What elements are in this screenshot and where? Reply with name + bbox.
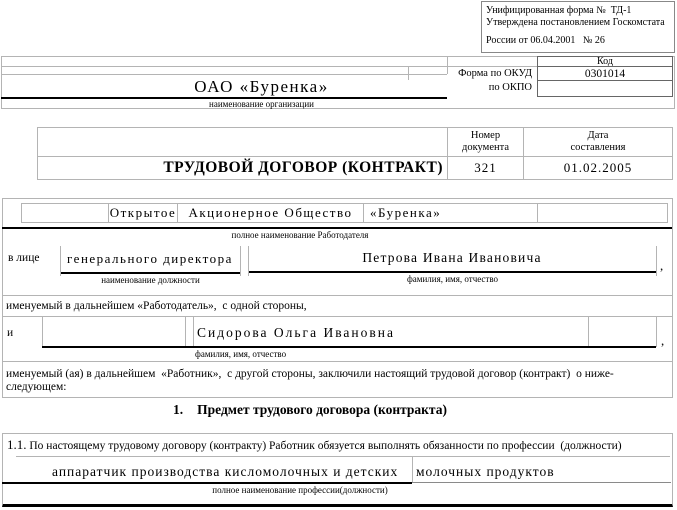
employee-hereinafter-line2: следующем: (6, 381, 67, 393)
form-type-line3: России от 06.04.2001 № 26 (486, 35, 605, 46)
employer-hereinafter-text: именуемый в дальнейшем «Работодатель», с одной стороны, (6, 300, 307, 312)
code-column-header: Код (597, 56, 613, 67)
section-heading (0, 402, 620, 418)
grid-line (2, 316, 672, 317)
organization-name[interactable]: ОАО «Буренка» (194, 77, 329, 96)
okud-label: Форма по ОКУД (458, 68, 532, 79)
employer-name-empty-cell2[interactable] (537, 204, 667, 222)
grid-line (193, 317, 194, 347)
form-type-line2: Утверждена постановлением Госкомстата (486, 16, 665, 28)
clause-text: По настоящему трудовому договору (контракту) Работник обязуется выполнять обязанности по профессии (должности) (29, 440, 622, 452)
okpo-label: по ОКПО (488, 82, 532, 93)
grid-line (656, 246, 657, 276)
fill-line (42, 346, 656, 348)
position-caption: наименование должности (101, 275, 200, 285)
clause-number: 1.1. (7, 437, 27, 452)
section-number: 1. (173, 402, 184, 417)
employer-position[interactable]: генерального директора (67, 251, 233, 266)
grid-line (38, 156, 447, 157)
profession-value-part1[interactable]: аппаратчик производства кисломолочных и детских (52, 464, 399, 479)
date-header-line2: составления (570, 142, 626, 153)
profession-caption: полное наименование профессии(должности) (212, 485, 388, 495)
profession-value-part2[interactable]: молочных продуктов (416, 464, 555, 479)
fill-line (249, 271, 656, 273)
employee-name[interactable]: Сидорова Ольга Ивановна (197, 325, 395, 340)
date-header-line1: Дата (587, 130, 609, 141)
representative-fio-caption: фамилия, имя, отчество (406, 274, 499, 284)
okud-code-value: 0301014 (584, 68, 626, 80)
employee-hereinafter-text (6, 368, 670, 394)
document-title: ТРУДОВОЙ ДОГОВОР (КОНТРАКТ) (163, 159, 443, 176)
employer-name-part1[interactable]: Открытое (109, 205, 177, 220)
employer-name-part2[interactable]: Акционерное Общество (177, 204, 363, 222)
fill-line (412, 482, 671, 483)
grid-line (240, 246, 241, 276)
grid-line (412, 456, 413, 482)
employer-name-caption: полное наименование Работодателя (231, 230, 369, 240)
clause-1-1 (7, 438, 622, 453)
document-date-cell[interactable] (523, 156, 673, 180)
grid-line (656, 317, 657, 347)
grid-line (42, 317, 43, 347)
and-label: и (7, 327, 14, 339)
employer-name-part3[interactable]: «Буренка» (363, 204, 537, 222)
employer-name-empty-cell[interactable] (22, 204, 108, 222)
date-header-cell (523, 127, 673, 157)
comma-mark: , (660, 258, 664, 273)
employer-representative[interactable]: Петрова Ивана Ивановича (362, 250, 542, 265)
okud-code-cell (537, 66, 673, 81)
fill-line (2, 227, 672, 229)
employer-name-field (21, 203, 668, 223)
grid-line (2, 66, 537, 67)
form-type-line1: Унифицированная форма № ТД-1 (486, 5, 632, 16)
grid-line (2, 295, 672, 296)
number-header-cell (447, 127, 524, 157)
okpo-code-cell[interactable] (537, 80, 673, 97)
number-header-line2: документа (462, 142, 509, 153)
fill-line (61, 272, 240, 274)
grid-line (185, 317, 186, 347)
grid-line (16, 456, 670, 457)
document-date: 01.02.2005 (563, 160, 633, 175)
form-type-note (481, 1, 675, 53)
section-heading-text: Предмет трудового договора (контракта) (197, 402, 447, 417)
document-number: 321 (474, 160, 497, 175)
organization-name-caption: наименование организации (209, 99, 314, 109)
fill-line (2, 482, 412, 484)
grid-line (588, 317, 589, 347)
grid-line (2, 361, 672, 362)
employee-fio-caption: фамилия, имя, отчество (195, 349, 287, 359)
in-person-label: в лице (8, 252, 40, 264)
document-number-cell[interactable] (447, 156, 524, 180)
employee-hereinafter-line1: именуемый (ая) в дальнейшем «Работник», с другой стороны, заключили настоящий трудовой договор (контракт) о ниже- (6, 368, 614, 380)
number-header-line1: Номер (470, 130, 501, 141)
comma-mark: , (661, 333, 665, 348)
